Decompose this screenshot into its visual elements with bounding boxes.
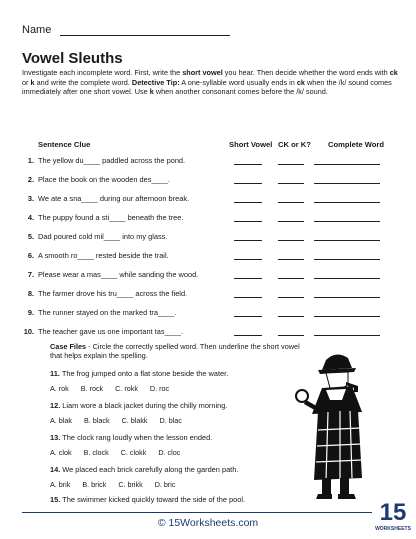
footer-credit[interactable]: © 15Worksheets.com	[157, 517, 259, 529]
sentence-row: 8. The farmer drove his tru____ across the field.	[20, 289, 396, 301]
word-blank[interactable]	[314, 202, 380, 203]
svg-text:WORKSHEETS: WORKSHEETS	[375, 526, 411, 532]
word-blank[interactable]	[314, 335, 380, 336]
intro-paragraph: Investigate each incomplete word. First, write the short vowel you hear. Then decide whether the word ends with ck or k and write the complete word. Detective Tip: A one-syllable word usually ends in ck when the /k/ sound comes immediately after one short vowel. Use k when another consonant comes before the /k/ sound.	[22, 68, 398, 97]
sentence-row: 5. Dad poured cold mil____ into my glass.	[20, 232, 396, 244]
word-blank[interactable]	[314, 297, 380, 298]
answer-options	[50, 448, 192, 457]
vowel-blank[interactable]	[234, 183, 262, 184]
option[interactable]: C. brikk	[118, 480, 143, 489]
svg-text:15: 15	[379, 499, 407, 526]
name-field	[22, 24, 230, 36]
option[interactable]: C. clokk	[120, 448, 147, 457]
vowel-blank[interactable]	[234, 221, 262, 222]
vowel-blank[interactable]	[234, 278, 262, 279]
footer-divider	[22, 512, 372, 513]
word-blank[interactable]	[314, 221, 380, 222]
word-blank[interactable]	[314, 240, 380, 241]
ckk-blank[interactable]	[278, 221, 304, 222]
question: 15. The swimmer kicked quickly toward the side of the pool.	[50, 495, 246, 504]
option[interactable]: B. clock	[83, 448, 109, 457]
column-header-word: Complete Word	[328, 140, 384, 149]
option[interactable]: C. blakk	[121, 416, 148, 425]
column-header-vowel: Short Vowel	[229, 140, 273, 149]
ckk-blank[interactable]	[278, 202, 304, 203]
name-label: Name	[22, 24, 52, 36]
vowel-blank[interactable]	[234, 202, 262, 203]
ckk-blank[interactable]	[278, 240, 304, 241]
option[interactable]: B. brick	[82, 480, 107, 489]
column-header-clue: Sentence Clue	[38, 140, 91, 149]
ckk-blank[interactable]	[278, 316, 304, 317]
option[interactable]: A. brik	[50, 480, 71, 489]
word-blank[interactable]	[314, 278, 380, 279]
ckk-blank[interactable]	[278, 183, 304, 184]
page-title: Vowel Sleuths	[22, 50, 123, 67]
sentence-row: 4. The puppy found a sti____ beneath the tree.	[20, 213, 396, 225]
case-files-instructions: Case Files - Circle the correctly spelled word. Then underline the short vowel that helps explain the spelling.	[50, 342, 300, 361]
word-blank[interactable]	[314, 316, 380, 317]
sentence-row: 3. We ate a sna____ during our afternoon break.	[20, 194, 396, 206]
ckk-blank[interactable]	[278, 164, 304, 165]
column-header-ckk: CK or K?	[278, 140, 311, 149]
question: 13. The clock rang loudly when the lesson ended.	[50, 433, 213, 442]
name-line[interactable]	[60, 25, 230, 36]
sentence-row: 10. The teacher gave us one important tas____.	[20, 327, 396, 339]
vowel-blank[interactable]	[234, 316, 262, 317]
option[interactable]: A. blak	[50, 416, 72, 425]
option[interactable]: D. bric	[154, 480, 176, 489]
word-blank[interactable]	[314, 259, 380, 260]
vowel-blank[interactable]	[234, 297, 262, 298]
sentence-row: 7. Please wear a mas____ while sanding the wood.	[20, 270, 396, 282]
vowel-blank[interactable]	[234, 164, 262, 165]
sentence-row: 6. A smooth ro____ rested beside the trail.	[20, 251, 396, 263]
answer-options	[50, 416, 194, 425]
answer-options	[50, 384, 181, 393]
sentence-row: 1. The yellow du____ paddled across the pond.	[20, 156, 396, 168]
option[interactable]: A. rok	[50, 384, 69, 393]
vowel-blank[interactable]	[234, 259, 262, 260]
option[interactable]: D. roc	[149, 384, 170, 393]
answer-options	[50, 480, 188, 489]
option[interactable]: A. clok	[50, 448, 72, 457]
vowel-blank[interactable]	[234, 335, 262, 336]
option[interactable]: B. black	[83, 416, 110, 425]
ckk-blank[interactable]	[278, 259, 304, 260]
option[interactable]: D. blac	[159, 416, 182, 425]
ckk-blank[interactable]	[278, 335, 304, 336]
word-blank[interactable]	[314, 183, 380, 184]
ckk-blank[interactable]	[278, 278, 304, 279]
question: 12. Liam wore a black jacket during the chilly morning.	[50, 401, 228, 410]
word-blank[interactable]	[314, 164, 380, 165]
ckk-blank[interactable]	[278, 297, 304, 298]
sentence-row: 9. The runner stayed on the marked tra____.	[20, 308, 396, 320]
option[interactable]: C. rokk	[115, 384, 138, 393]
sentence-row: 2. Place the book on the wooden des____.	[20, 175, 396, 187]
question: 14. We placed each brick carefully along the garden path.	[50, 465, 239, 474]
option[interactable]: B. rock	[80, 384, 104, 393]
option[interactable]: D. cloc	[158, 448, 181, 457]
detective-illustration-icon	[296, 350, 376, 500]
question: 11. The frog jumped onto a flat stone beside the water.	[50, 369, 229, 378]
worksheets-logo-icon	[375, 494, 411, 534]
vowel-blank[interactable]	[234, 240, 262, 241]
